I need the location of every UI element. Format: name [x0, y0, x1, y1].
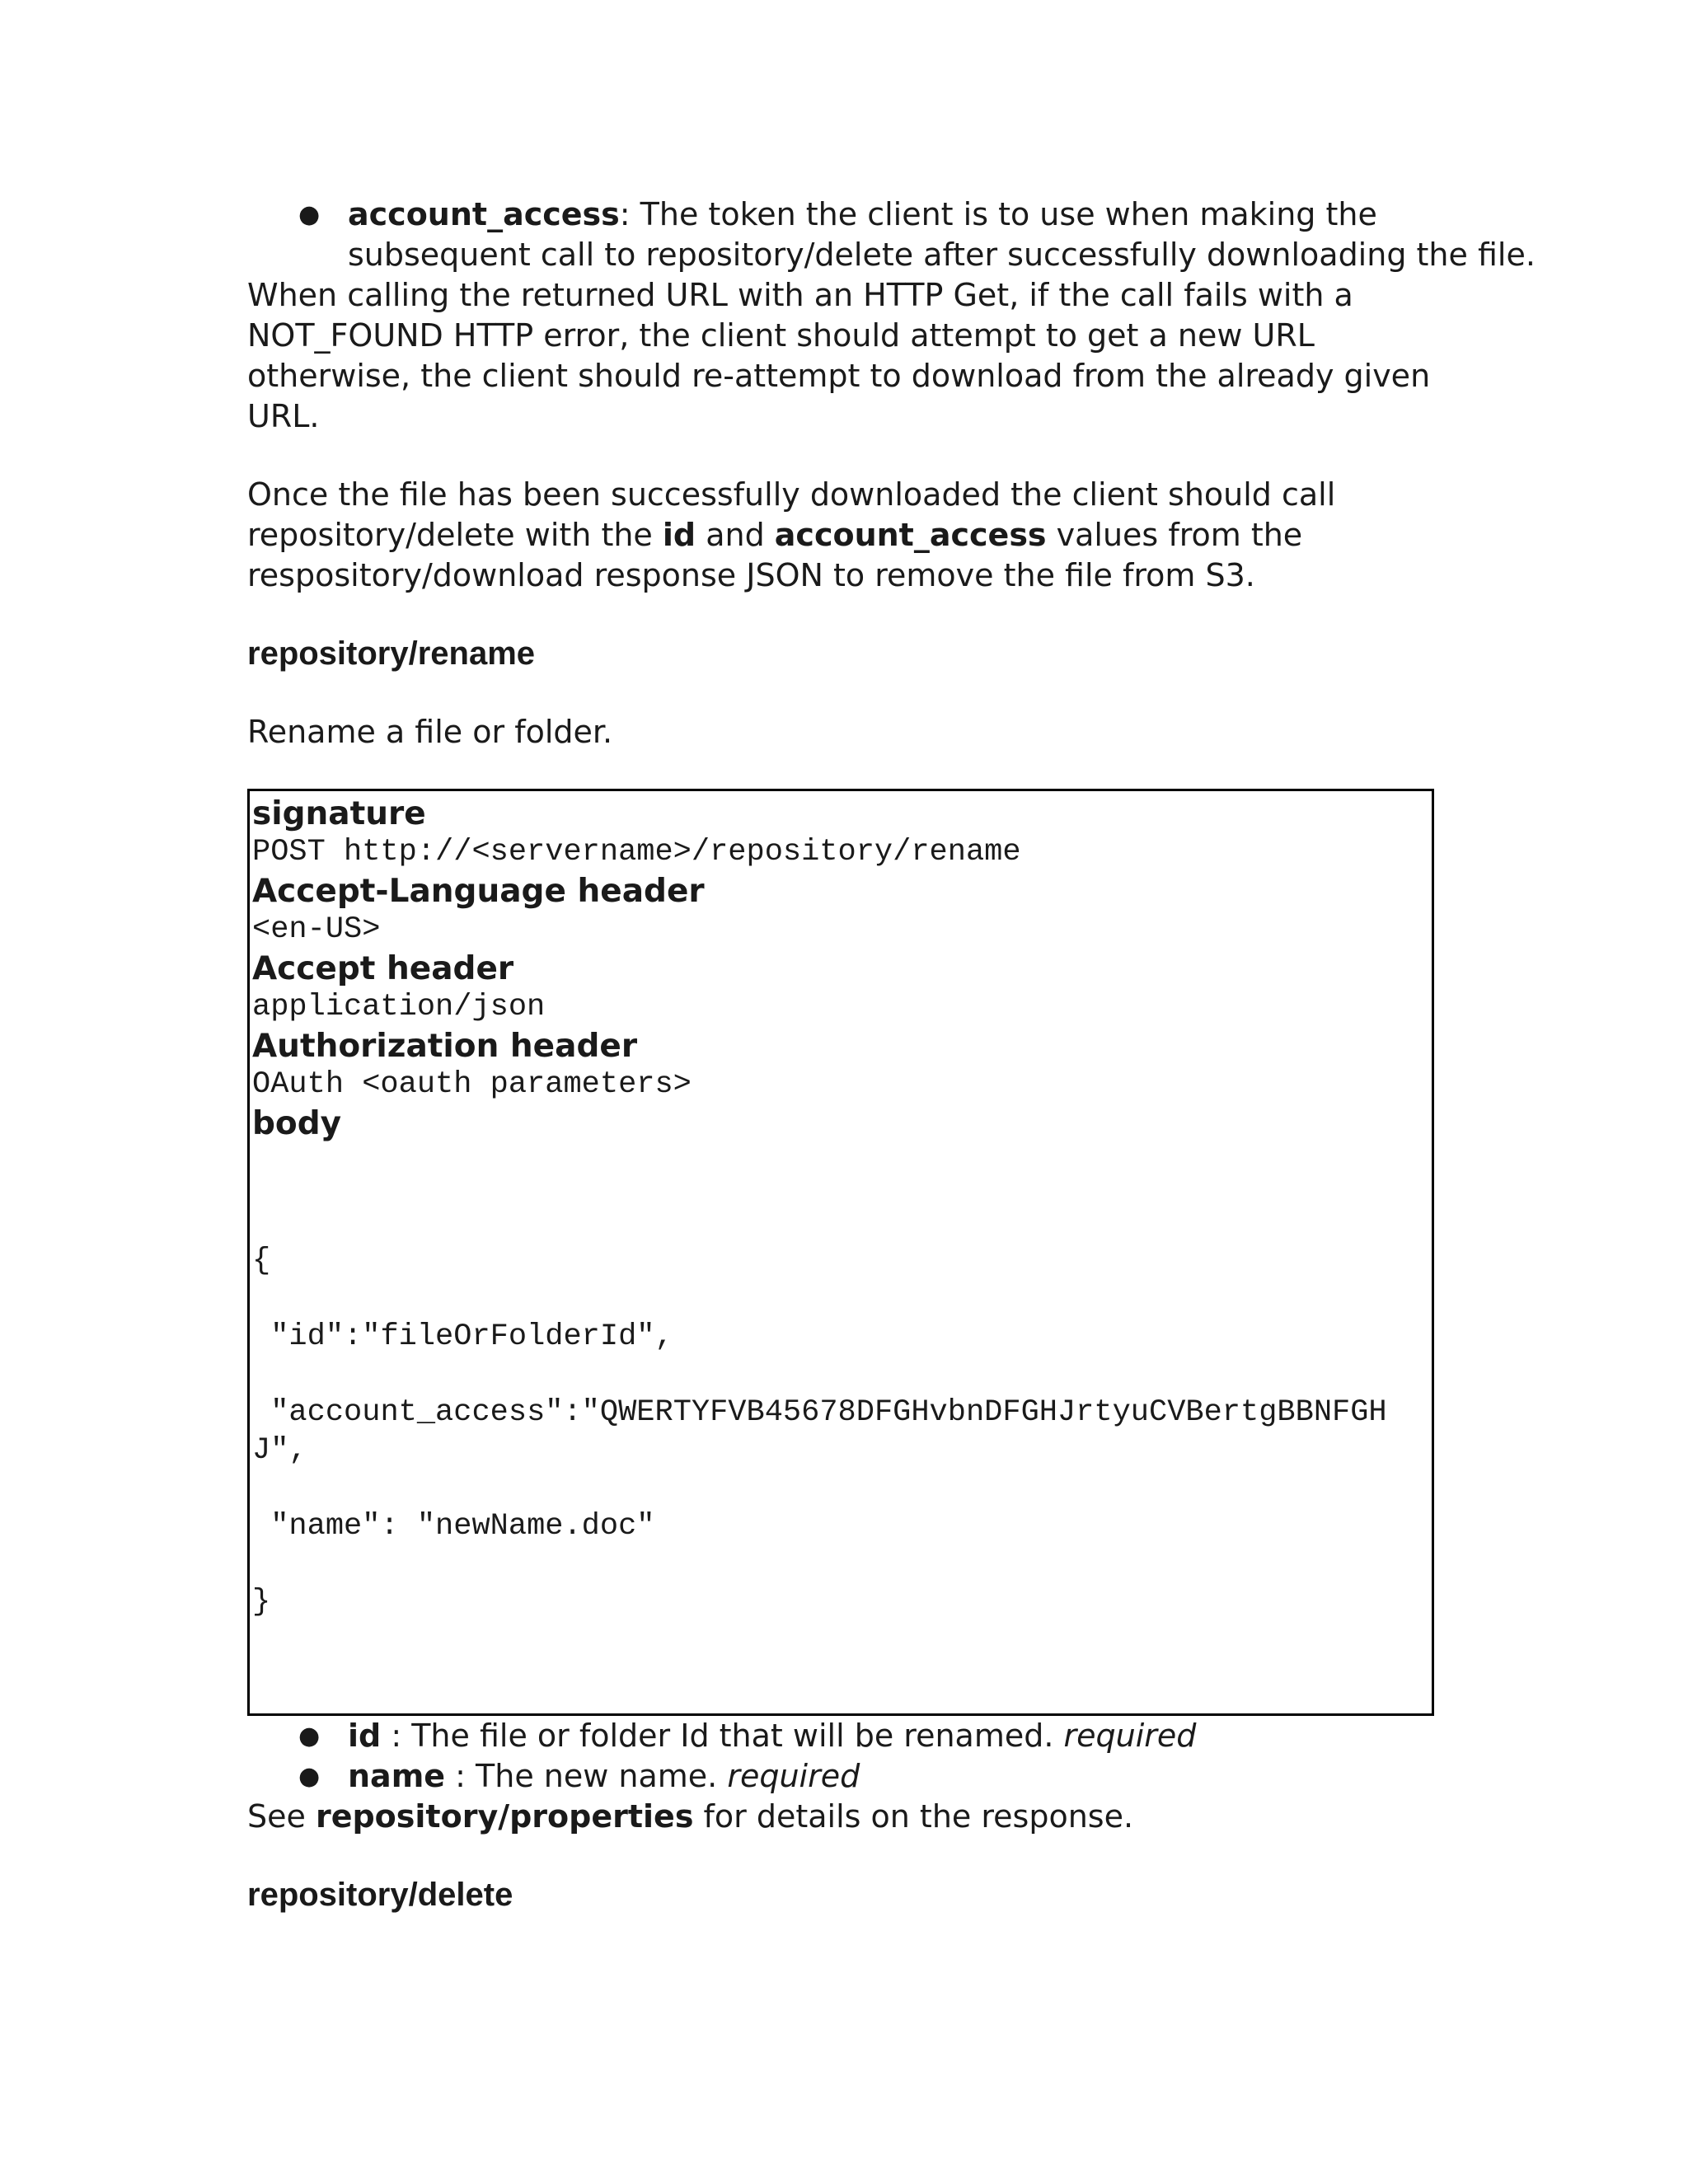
term-description: : The token the client is to use when making the subsequent call to repository/delete after successfully downloading the file. [348, 196, 1536, 273]
body-account-access-line: "account_access":"QWERTYFVB45678DFGHvbnDFGHJrtyuCVBertgBBNFGHJ", [252, 1395, 1387, 1468]
delete-heading: repository/delete [247, 1877, 513, 1913]
body-open-brace: { [252, 1244, 271, 1278]
term-account-access: account_access [348, 196, 620, 232]
bullet-dot-icon: ● [298, 1762, 321, 1791]
see-text: for details on the response. [693, 1798, 1134, 1835]
param-id-ref: id [662, 517, 696, 553]
accept-language-label: Accept-Language header [252, 873, 705, 910]
accept-language-value: <en-US> [252, 912, 381, 947]
bullet-dot-icon: ● [298, 200, 321, 229]
see-text: See [247, 1798, 316, 1835]
paragraph-text: Once the file has been successfully downloaded the client should call repository/delete with the [247, 476, 1336, 553]
paragraph-text: and [696, 517, 775, 553]
param-description: : The file or folder Id that will be renamed. [381, 1718, 1064, 1754]
body-close-brace: } [252, 1585, 271, 1619]
rename-heading: repository/rename [247, 635, 536, 672]
list-item [247, 1716, 1442, 1756]
bullet-dot-icon: ● [298, 1722, 321, 1750]
param-term: id [348, 1718, 382, 1754]
body-id-line: "id":"fileOrFolderId", [252, 1319, 673, 1354]
paragraph-once-downloaded [247, 475, 1442, 596]
body-name-line: "name": "newName.doc" [252, 1509, 655, 1544]
body-label: body [252, 1105, 342, 1142]
param-account-access-ref: account_access [774, 517, 1047, 553]
signature-value: POST http://<servername>/repository/rename [252, 835, 1021, 869]
param-bullet-list [247, 1716, 1442, 1797]
param-description: : The new name. [445, 1758, 728, 1794]
accept-header-label: Accept header [252, 950, 514, 987]
intro-bullet-list [247, 194, 1536, 275]
properties-ref: repository/properties [315, 1798, 694, 1835]
paragraph-text: values from the respository/download response JSON to remove the file from S3. [247, 517, 1303, 593]
authorization-header-value: OAuth <oauth parameters> [252, 1067, 692, 1102]
signature-box [247, 789, 1434, 1716]
param-term: name [348, 1758, 446, 1794]
signature-label: signature [252, 795, 426, 832]
authorization-header-label: Authorization header [252, 1028, 638, 1065]
accept-header-value: application/json [252, 990, 546, 1024]
list-item [247, 1756, 1442, 1797]
see-properties-line [247, 1797, 1442, 1837]
list-item [247, 194, 1559, 275]
paragraph-http-get: When calling the returned URL with an HTTP Get, if the call fails with a NOT_FOUND HTTP error, the client should attempt to get a new URL otherwise, the client should re-attempt to download from the already given URL. [247, 277, 1431, 434]
required-flag: required [727, 1758, 860, 1794]
document-page [247, 194, 1536, 1915]
required-flag: required [1063, 1718, 1197, 1754]
rename-description: Rename a file or folder. [247, 714, 613, 750]
